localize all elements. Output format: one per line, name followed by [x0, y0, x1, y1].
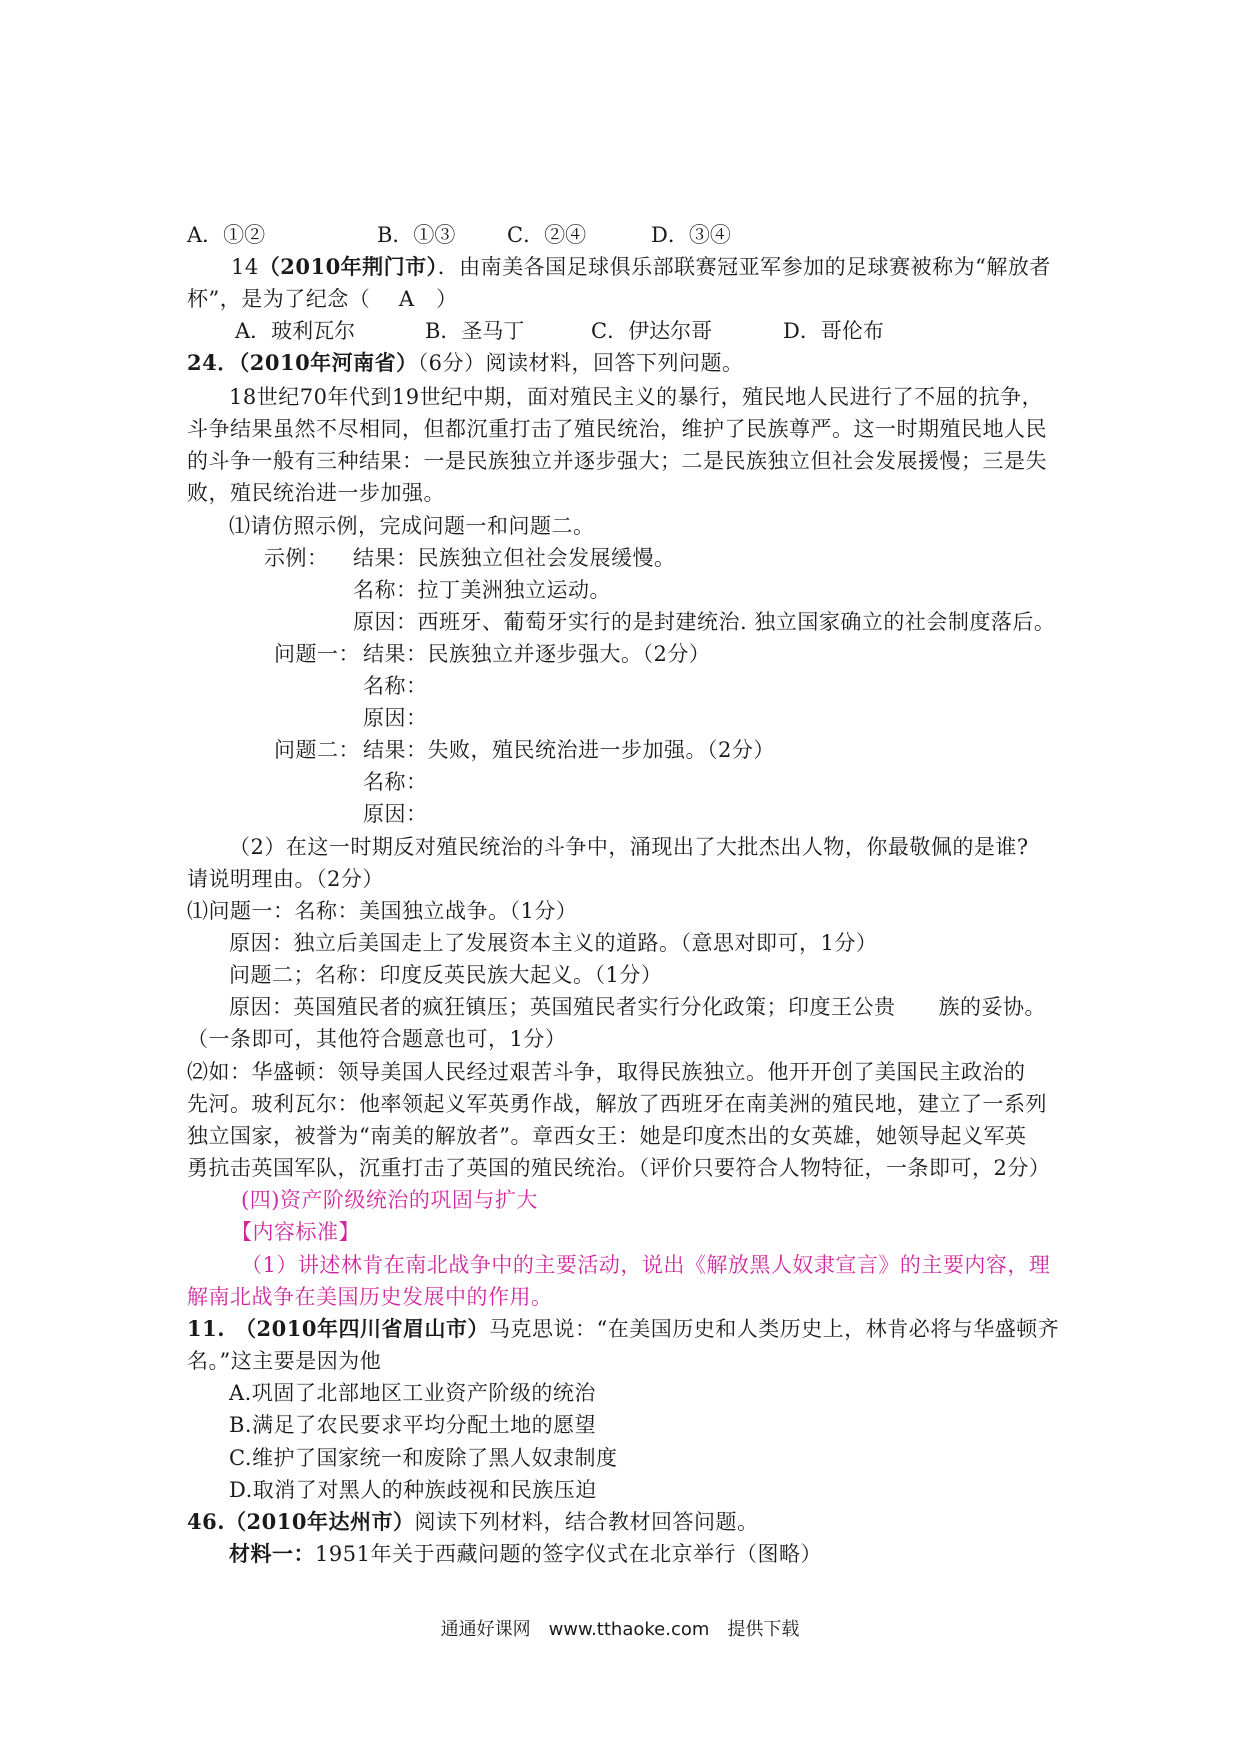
q46-stem-tail: 阅读下列材料，结合教材回答问题。: [414, 1510, 759, 1534]
q24-answer-line: 勇抗击英国军队，沉重打击了英国的殖民统治。（评价只要符合人物特征，一条即可，2分）: [187, 1156, 1051, 1180]
q24-example-result: 结果：民族独立但社会发展缓慢。: [353, 546, 676, 570]
q24-problem2-reason: 原因：: [363, 802, 428, 826]
q46-material1-label: 材料一：: [229, 1541, 315, 1566]
q24-source: （2010年河南省）: [238, 350, 418, 375]
q24-answer-line: 问题二；名称：印度反英民族大起义。（1分）: [229, 963, 663, 987]
q14-stem-line2: 杯”，是为了纪念（ A ）: [187, 287, 458, 311]
q14-option-a: A．玻利瓦尔: [235, 319, 356, 343]
q24-part2-line2: 请说明理由。（2分）: [187, 867, 384, 891]
q24-intro: （6分）阅读材料，回答下列问题。: [417, 351, 744, 375]
q24-answer-line: 原因：独立后美国走上了发展资本主义的道路。（意思对即可，1分）: [229, 931, 878, 955]
q24-number: 24．: [187, 350, 239, 375]
q24-header: [187, 347, 744, 379]
q24-problem2-name: 名称：: [363, 770, 428, 794]
q11-option: B.满足了农民要求平均分配土地的愿望: [229, 1413, 597, 1437]
q24-answer-line: ⑴问题一：名称：美国独立战争。（1分）: [187, 899, 578, 923]
content-standard-line2: 解南北战争在美国历史发展中的作用。: [187, 1285, 553, 1309]
q14-option-d: D．哥伦布: [783, 319, 884, 343]
q24-example-reason: 原因：西班牙、葡萄牙实行的是封建统治. 独立国家确立的社会制度落后。: [353, 610, 1056, 634]
q14-source: （2010年荆门市）: [258, 254, 438, 279]
q24-material-line: 斗争结果虽然不尽相同，但都沉重打击了殖民统治，维护了民族尊严。这一时期殖民地人民: [187, 417, 1047, 441]
q11-stem-line2: 名。”这主要是因为他: [187, 1349, 382, 1373]
q13-option-c: C．②④: [507, 223, 587, 247]
q14-option-c: C．伊达尔哥: [591, 319, 713, 343]
q24-example-label: 示例：: [264, 546, 329, 570]
q24-material-line: 败，殖民统治进一步加强。: [187, 481, 445, 505]
q46-material1-text: 1951年关于西藏问题的签字仪式在北京举行（图略）: [315, 1542, 822, 1566]
q24-answer-line: ⑵如：华盛顿：领导美国人民经过艰苦斗争，取得民族独立。他开开创了美国民主政治的: [187, 1060, 1026, 1084]
q24-problem1-name: 名称：: [363, 674, 428, 698]
q11-option: A.巩固了北部地区工业资产阶级的统治: [229, 1381, 596, 1405]
q14-stem: [231, 251, 1051, 283]
q11-option: D.取消了对黑人的种族歧视和民族压迫: [229, 1478, 597, 1502]
q46-source: （2010年达州市）: [225, 1509, 415, 1534]
q11-stem-tail: 马克思说：“在美国历史和人类历史上，林肯必将与华盛顿齐: [489, 1317, 1060, 1341]
q14-stem-tail: ．由南美各国足球俱乐部联赛冠亚军参加的足球赛被称为“解放者: [437, 255, 1051, 279]
q24-problem2-result: 结果：失败，殖民统治进一步加强。（2分）: [363, 738, 775, 762]
q24-answer-line: 先河。玻利瓦尔：他率领起义军英勇作战，解放了西班牙在南美洲的殖民地，建立了一系列: [187, 1092, 1047, 1116]
q11-number: 11.: [187, 1316, 226, 1341]
q24-part2-line1: （2）在这一时期反对殖民统治的斗争中，涌现出了大批杰出人物，你最敬佩的是谁?: [229, 835, 1029, 859]
q14-number: 14: [231, 255, 259, 279]
q13-option-d: D．③④: [651, 223, 731, 247]
q24-material-line: 18世纪70年代到19世纪中期，面对殖民主义的暴行，殖民地人民进行了不屈的抗争，: [229, 385, 1044, 409]
q24-example-name: 名称：拉丁美洲独立运动。: [353, 578, 611, 602]
q11-source: （2010年四川省眉山市）: [235, 1316, 489, 1341]
q24-problem1-result: 结果：民族独立并逐步强大。（2分）: [363, 642, 711, 666]
q46-material1: [229, 1538, 822, 1570]
q24-problem1-label: 问题一：: [274, 642, 360, 666]
q46-stem: [187, 1506, 759, 1538]
q11-stem: [187, 1313, 1059, 1345]
q24-part1-prompt: ⑴请仿照示例，完成问题一和问题二。: [229, 514, 595, 538]
q46-number: 46.: [187, 1509, 226, 1534]
q24-answer-line: 原因：英国殖民者的疯狂镇压；英国殖民者实行分化政策；印度王公贵 族的妥协。: [229, 995, 1046, 1019]
q24-material-line: 的斗争一般有三种结果：一是民族独立并逐步强大；二是民族独立但社会发展援慢；三是失: [187, 449, 1047, 473]
q13-option-b: B．①③: [377, 223, 456, 247]
q24-answer-line: 独立国家，被誉为“南美的解放者”。章西女王：她是印度杰出的女英雄，她领导起义军英: [187, 1124, 1027, 1148]
q13-option-a: A．①②: [187, 223, 266, 247]
q14-option-b: B．圣马丁: [425, 319, 525, 343]
q24-problem1-reason: 原因：: [363, 706, 428, 730]
q11-option: C.维护了国家统一和废除了黑人奴隶制度: [229, 1446, 618, 1470]
page-footer: 通通好课网 www.tthaoke.com 提供下载: [440, 1619, 800, 1640]
section-heading: (四)资产阶级统治的巩固与扩大: [241, 1188, 538, 1212]
q24-answer-line: （一条即可，其他符合题意也可，1分）: [187, 1027, 567, 1051]
content-standard-label: 【内容标准】: [231, 1220, 360, 1244]
content-standard-line1: （1）讲述林肯在南北战争中的主要活动，说出《解放黑人奴隶宣言》的主要内容，理: [241, 1253, 1051, 1277]
q24-problem2-label: 问题二：: [274, 738, 360, 762]
